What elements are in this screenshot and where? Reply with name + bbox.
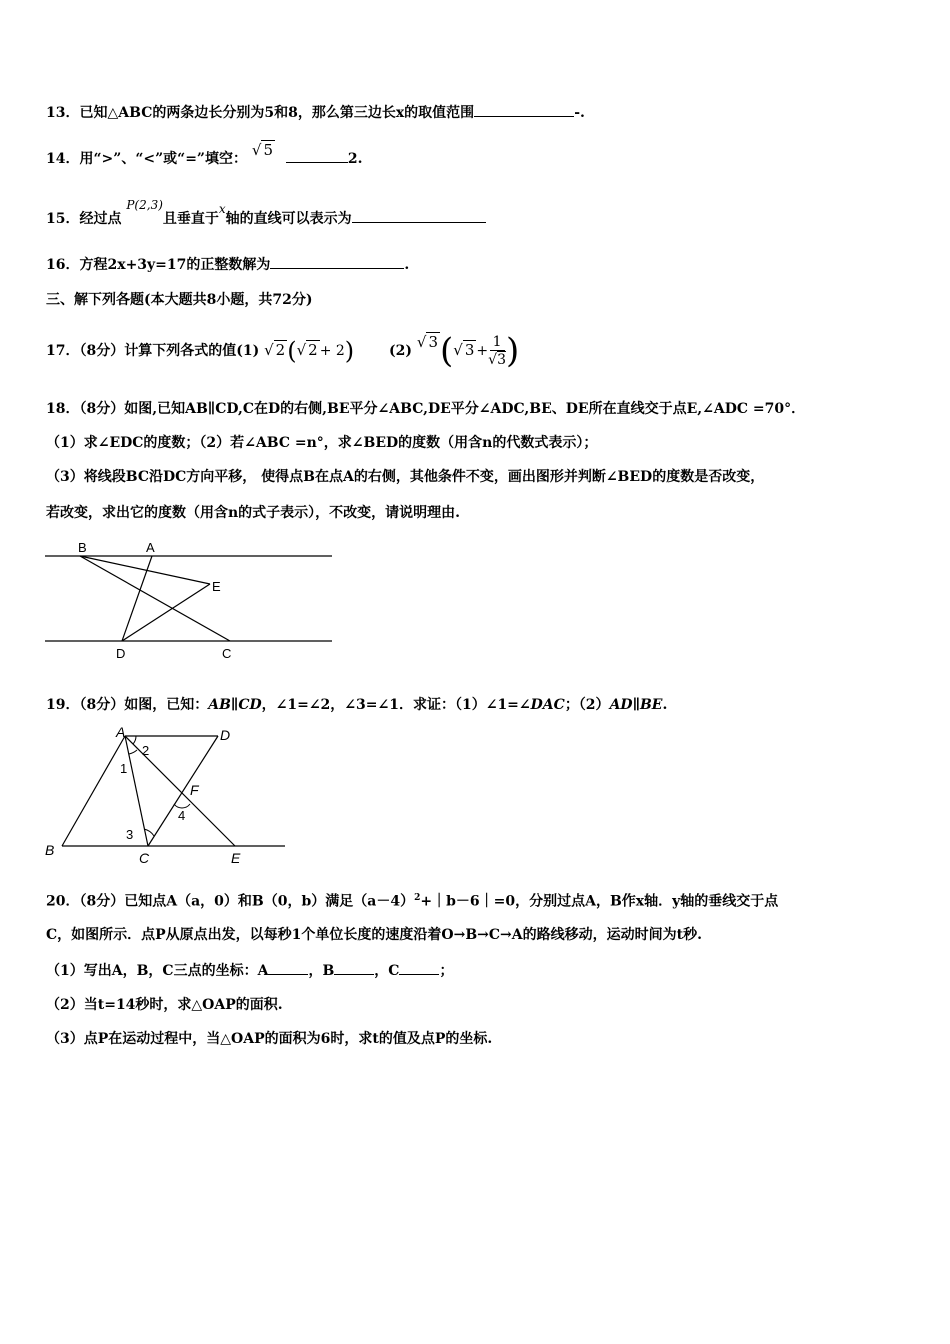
question-17: 17．（8分）计算下列各式的值(1) √ 2(√ 2 + 2) (2) √ 3(√ 3 + $\frac{1}{√3}$ ) xyxy=(46,330,519,370)
question-15 xyxy=(46,198,486,229)
angle-arc-2 xyxy=(133,736,136,744)
q17-part1: (1) xyxy=(236,343,260,359)
fraction-1-over-sqrt3: $\frac{1}{√3}$ xyxy=(488,333,506,368)
label-c: C xyxy=(139,850,150,866)
sqrt-2-b: √ 2 xyxy=(296,341,318,359)
q17-part2: (2) xyxy=(389,343,413,359)
q19-angle-dac: ∠DAC xyxy=(518,697,565,713)
label-b: B xyxy=(45,842,55,858)
question-19: 19．（8分）如图，已知：AB∥CD，∠1=∠2，∠3=∠1．求证：（1）∠1=∠DAC；（2）AD∥BE. xyxy=(46,697,668,713)
q15-post: 轴的直线可以表示为 xyxy=(225,211,352,227)
q15-answer-blank[interactable] xyxy=(352,208,486,223)
q19-figure xyxy=(40,722,300,867)
q20-line-3: （1）写出A，B，C三点的坐标：A ，B ，C ； xyxy=(46,960,453,981)
q20-blank-c[interactable] xyxy=(399,960,439,975)
q18-line-1: 18．（8分）如图,已知AB∥CD,C在D的右侧,BE平分∠ABC,DE平分∠ADC,BE、DE所在直线交于点E,∠ADC =70°． xyxy=(46,401,806,417)
angle-arc-1 xyxy=(129,750,137,754)
q14-answer-blank[interactable] xyxy=(286,148,348,163)
q20-line-5: （3）点P在运动过程中，当△OAP的面积为6时，求t的值及点P的坐标. xyxy=(46,1031,493,1047)
label-e: E xyxy=(231,850,241,866)
question-16 xyxy=(46,254,409,275)
question-14 xyxy=(46,141,363,169)
sqrt-5: √ 5 xyxy=(251,141,273,159)
point-p: P(2,3) xyxy=(126,198,163,212)
label-d: D xyxy=(116,646,126,661)
q14-end: 2. xyxy=(347,151,363,167)
angle-label-3: 3 xyxy=(126,827,134,842)
angle-label-1: 1 xyxy=(120,761,128,776)
x-var: x xyxy=(218,202,226,216)
label-f: F xyxy=(190,782,199,798)
segment-ab xyxy=(62,736,128,846)
q20-line-4: （2）当t=14秒时，求△OAP的面积. xyxy=(46,997,283,1013)
segment-cd xyxy=(148,736,218,846)
label-e: E xyxy=(212,579,221,594)
q13-end: -. xyxy=(574,105,585,121)
label-b: B xyxy=(78,540,87,555)
q18-line-4: 若改变，求出它的度数（用含n的式子表示），不改变，请说明理由. xyxy=(46,505,461,521)
label-a: A xyxy=(116,724,126,740)
q20-line-1: 20．（8分）已知点A（a，0）和B（0，b）满足$(a-4)^2+|b-6|=0$，分别过点A，B作x轴．y轴的垂线交于点 xyxy=(46,893,779,910)
q19-given-1: AB∥CD xyxy=(208,697,262,713)
label-c: C xyxy=(222,646,232,661)
q16-answer-blank[interactable] xyxy=(270,254,404,269)
q16-end: . xyxy=(404,257,410,273)
q13-answer-blank[interactable] xyxy=(474,102,574,117)
sqrt-3-a: √ 3 xyxy=(416,333,439,351)
sqrt-5-radicand: 5 xyxy=(263,141,273,159)
segment-be xyxy=(80,556,210,584)
q15-mid: 且垂直于 xyxy=(162,211,219,227)
segment-bc xyxy=(80,556,230,641)
label-d: D xyxy=(220,727,231,743)
question-13 xyxy=(46,102,585,123)
q16-text: 16．方程2x+3y=17的正整数解为 xyxy=(46,257,271,273)
q18-line-2: （1）求∠EDC的度数；（2）若∠ABC =n°，求∠BED的度数（用含n的代数式表示）； xyxy=(46,435,598,451)
q17-prompt: 17．（8分）计算下列各式的值 xyxy=(46,343,237,359)
angle-label-2: 2 xyxy=(142,743,150,758)
q20-blank-b[interactable] xyxy=(334,960,374,975)
q14-prompt: 14．用“>”、“<”或“=”填空： xyxy=(46,151,247,167)
q18-figure xyxy=(40,536,340,662)
section-3-title: 三、解下列各题(本大题共8小题，共72分) xyxy=(46,292,313,308)
sqrt-3-b: √ 3 xyxy=(453,341,475,359)
segment-de xyxy=(122,584,210,641)
angle-label-4: 4 xyxy=(178,808,186,823)
sqrt-2-a: √ 2 xyxy=(264,341,286,359)
q20-line-2: C，如图所示．点P从原点出发，以每秒1个单位长度的速度沿着O→B→C→A的路线移动，运动时间为t秒. xyxy=(46,927,702,943)
q18-line-3: （3）将线段BC沿DC方向平移， 使得点B在点A的右侧，其他条件不变，画出图形并判断∠BED的度数是否改变， xyxy=(46,469,765,485)
q20-blank-a[interactable] xyxy=(268,960,308,975)
q13-text: 13．已知△ABC的两条边长分别为5和8，那么第三边长x的取值范围 xyxy=(46,105,475,121)
q15-prompt: 15．经过点 xyxy=(46,211,122,227)
label-a: A xyxy=(146,540,155,555)
q19-ad-parallel-be: AD∥BE xyxy=(609,697,663,713)
